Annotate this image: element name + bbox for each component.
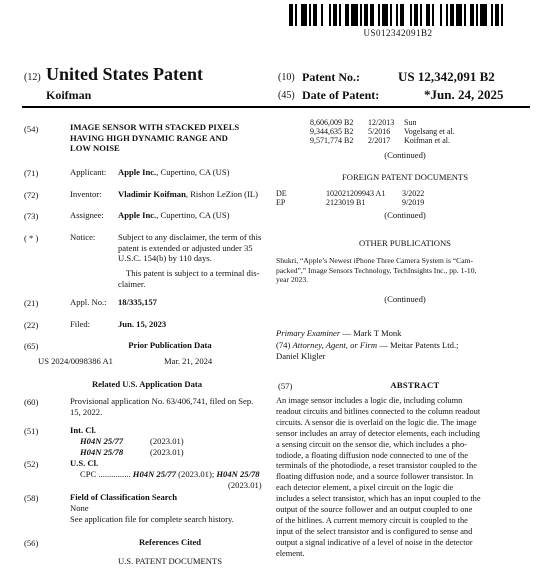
notice-text — [118, 232, 268, 264]
refs-title: References Cited — [138, 537, 202, 547]
abstract-line: readout circuits and bitlines connected to the column readout — [276, 406, 481, 416]
abstract-line: circuits. A sensor die is overlaid on the logic die. The image — [276, 417, 477, 427]
applicant-name: Apple Inc. — [118, 167, 157, 177]
inventor-loc: , Rishon LeZion (IL) — [185, 189, 258, 199]
barcode-bar — [503, 4, 507, 26]
patent-no-value: US 12,342,091 B2 — [398, 69, 495, 84]
notice-line: U.S.C. 154(b) by 110 days. — [118, 253, 212, 264]
code-74: (74) — [276, 340, 291, 350]
abstract-line: todiode, a floating diffusion node connected to one of the — [276, 450, 468, 460]
prior-pub-number: US 2024/0098386 A1 — [38, 356, 113, 366]
provisional-text — [70, 396, 270, 417]
intcl-label: Int. Cl. — [70, 425, 97, 435]
abstract-line: output of the source follower and an output coupled to one — [276, 505, 473, 515]
foreign-no: 2123019 B1 — [326, 198, 366, 207]
cite-row — [310, 118, 459, 127]
header-rule — [22, 106, 530, 108]
foreign-row — [276, 198, 428, 207]
foreign-title: FOREIGN PATENT DOCUMENTS — [341, 172, 469, 182]
field-label: Field of Classification Search — [70, 492, 178, 502]
cite-row — [310, 136, 459, 145]
cpc-line — [80, 469, 260, 480]
intcl-year: (2023.01) — [150, 436, 184, 446]
terminal-disclaimer — [118, 268, 268, 289]
inventor-value — [118, 189, 258, 200]
code-10: (10) — [278, 72, 295, 83]
code-58: (58) — [24, 493, 39, 503]
prov-line: 15, 2022. — [70, 406, 103, 417]
code-54: (54) — [24, 124, 39, 134]
attorney-line2: Daniel Kligler — [276, 351, 326, 361]
prov-line: Provisional application No. 63/406,741, filed on Sep. — [70, 396, 254, 406]
date-label: Date of Patent: — [302, 88, 380, 102]
code-45: (45) — [278, 90, 295, 101]
foreign-cites — [276, 189, 428, 207]
abstract-text — [276, 396, 534, 560]
assignee-value — [118, 210, 230, 221]
cite-date: 12/2013 — [368, 118, 395, 127]
notice2-line: This patent is subject to a terminal dis- — [126, 268, 260, 278]
prior-pub-title: Prior Publication Data — [128, 340, 212, 350]
code-72: (72) — [24, 190, 39, 200]
abstract-line: a sensing circuit on the sensor die, which includes a pho- — [276, 439, 467, 449]
examiner — [276, 328, 401, 339]
cite-no: 9,571,774 B2 — [310, 136, 354, 145]
intcl-class: H04N 25/77 — [80, 436, 124, 446]
appl-label: Appl. No.: — [70, 297, 107, 307]
code-71: (71) — [24, 168, 39, 178]
inventor-short: Koifman — [46, 88, 92, 102]
foreign-cc: DE — [276, 189, 287, 198]
title-line: HAVING HIGH DYNAMIC RANGE AND — [70, 132, 228, 143]
abstract-line: terminals of the photodiode, a reset transistor coupled to the — [276, 461, 477, 471]
field-see: See application file for complete search history. — [70, 514, 234, 524]
cpc-year-b: (2023.01) — [228, 480, 262, 490]
abstract-line: each detector element, a pixel circuit on the logic die — [276, 483, 454, 493]
us-cites — [310, 118, 459, 145]
foreign-no: 102021209943 A1 — [326, 189, 386, 198]
code-57: (57) — [278, 381, 293, 391]
cite-name: Vogelsang et al. — [404, 127, 455, 136]
prior-pub-date: Mar. 21, 2024 — [164, 356, 213, 366]
code-52: (52) — [24, 459, 39, 469]
other-pubs-text — [276, 256, 532, 285]
foreign-cc: EP — [276, 198, 286, 207]
notice-line: patent is extended or adjusted under 35 — [118, 242, 253, 253]
foreign-date: 3/2022 — [402, 189, 425, 198]
foreign-row — [276, 189, 428, 198]
code-60: (60) — [24, 397, 39, 407]
code-73: (73) — [24, 211, 39, 221]
inventor-label: Inventor: — [70, 189, 102, 199]
abstract-title: ABSTRACT — [390, 380, 440, 390]
code-12: (12) — [24, 72, 41, 83]
notice2-line: claimer. — [118, 278, 146, 289]
examiner-label: Primary Examiner — [276, 328, 341, 338]
field-none: None — [70, 503, 89, 513]
code-notice: ( * ) — [24, 233, 39, 243]
examiner-name: — Mark T Monk — [340, 328, 402, 338]
attorney-name: — Meitar Patents Ltd.; — [377, 340, 459, 350]
cite-no: 8,606,009 B2 — [310, 118, 354, 127]
cite-no: 9,344,635 B2 — [310, 127, 354, 136]
title-line: IMAGE SENSOR WITH STACKED PIXELS — [70, 122, 240, 132]
uscl-label: U.S. Cl. — [70, 458, 99, 468]
applicant-label: Applicant: — [70, 167, 107, 177]
barcode — [289, 4, 507, 26]
notice-line: Subject to any disclaimer, the term of this — [118, 232, 262, 242]
continued-us: (Continued) — [384, 150, 426, 160]
us-docs-title: U.S. PATENT DOCUMENTS — [117, 556, 223, 566]
applicant-value — [118, 167, 230, 178]
applicant-loc: , Cupertino, CA (US) — [156, 167, 230, 177]
abstract-line: floating diffusion node, and a source follower transistor. In — [276, 472, 474, 482]
cite-date: 5/2016 — [368, 127, 391, 136]
filed-label: Filed: — [70, 319, 91, 329]
cite-date: 2/2017 — [368, 136, 391, 145]
continued-foreign: (Continued) — [384, 210, 426, 220]
code-65: (65) — [24, 341, 39, 351]
code-51: (51) — [24, 426, 39, 436]
other-pubs-title: OTHER PUBLICATIONS — [359, 238, 451, 248]
title-line: LOW NOISE — [70, 143, 120, 154]
continued-other: (Continued) — [384, 294, 426, 304]
related-title: Related U.S. Application Data — [91, 379, 203, 389]
code-56: (56) — [24, 538, 39, 548]
attorney-label: Attorney, Agent, or Firm — [292, 340, 378, 350]
cite-row — [310, 127, 459, 136]
cpc-dots: ............... — [98, 469, 131, 479]
patent-no-label: Patent No.: — [302, 70, 360, 84]
appl-value: 18/335,157 — [118, 297, 157, 307]
notice-label: Notice: — [70, 232, 96, 242]
assignee-loc: , Cupertino, CA (US) — [156, 210, 230, 220]
abstract-line: An image sensor includes a logic die, including column — [276, 396, 463, 405]
filed-value: Jun. 15, 2023 — [118, 319, 167, 329]
intcl-class: H04N 25/78 — [80, 447, 124, 457]
assignee-name: Apple Inc. — [118, 210, 157, 220]
abstract-line: sensor includes an array of detector elements, each including — [276, 428, 480, 438]
abstract-line: includes a select transistor, which has an input coupled to the — [276, 494, 481, 504]
abstract-line: of the bitlines. A current memory circuit is coupled to the — [276, 515, 468, 525]
other-line: year 2023. — [276, 275, 309, 285]
patent-type-title: United States Patent — [46, 64, 203, 84]
cpc-year-a: (2023.01); — [176, 469, 217, 479]
code-21: (21) — [24, 298, 39, 308]
barcode-number: US012342091B2 — [363, 28, 433, 38]
abstract-line: input of the select transistor and is configured to sense and — [276, 526, 473, 536]
abstract-line: output a signal indicative of a level of noise in the detector — [276, 537, 473, 547]
assignee-label: Assignee: — [70, 210, 104, 220]
date-value: *Jun. 24, 2025 — [424, 87, 504, 102]
cite-name: Sun — [404, 118, 417, 127]
code-22: (22) — [24, 320, 39, 330]
attorney — [276, 340, 458, 351]
invention-title — [70, 122, 270, 154]
other-line: packed”,” Image Sensors Technology, TechInsights Inc., pp. 1-10, — [276, 265, 477, 275]
abstract-line: element. — [276, 548, 305, 558]
cpc-label: CPC — [80, 469, 97, 479]
other-line: Shukri, “Apple’s Newest iPhone Three Camera System is “Cam- — [276, 256, 474, 265]
cite-name: Koifman et al. — [404, 136, 450, 145]
inventor-name: Vladimir Koifman — [118, 189, 186, 199]
cpc-class-b: H04N 25/78 — [216, 469, 260, 479]
intcl-year: (2023.01) — [150, 447, 184, 457]
cpc-class-a: H04N 25/77 — [132, 469, 177, 479]
foreign-date: 9/2019 — [402, 198, 425, 207]
